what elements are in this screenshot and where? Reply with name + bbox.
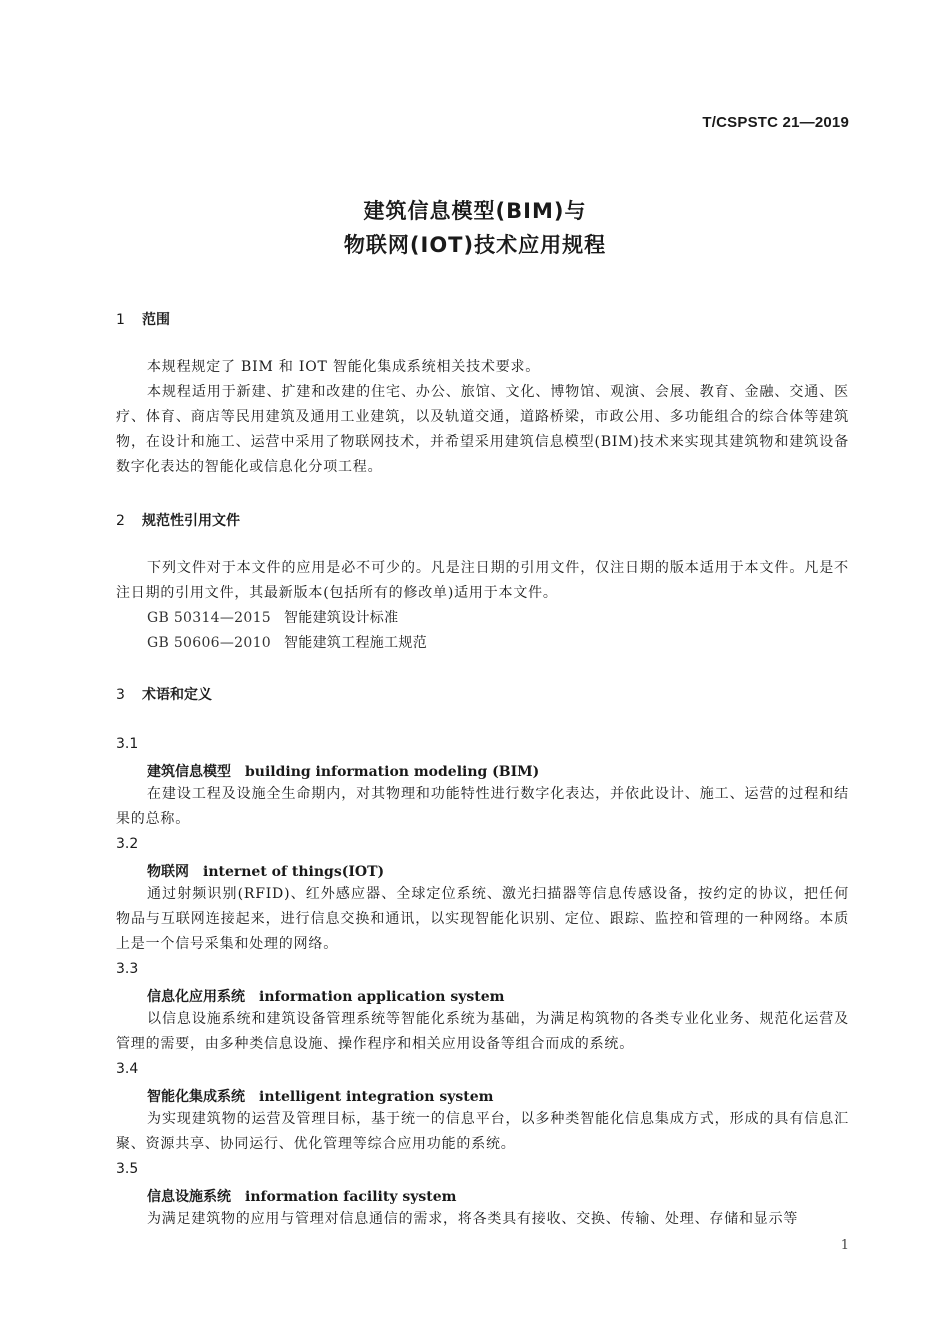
section-number: 2 xyxy=(116,513,125,529)
term-number: 3.3 xyxy=(116,961,139,977)
term-definition: 通过射频识别(RFID)、红外感应器、全球定位系统、激光扫描器等信息传感设备，按约定的协议，把任何物品与互联网连接起来，进行信息交换和通讯，以实现智能化识别、定位、跟踪、监控和管理的一种网络。本质上是一个信号采集和处理的网络。 xyxy=(116,886,849,952)
term-number: 3.1 xyxy=(116,736,139,752)
title-line-2: 物联网(IOT)技术应用规程 xyxy=(343,233,607,257)
section-2-heading xyxy=(116,510,240,530)
paragraph: 本规程规定了 BIM 和 IOT 智能化集成系统相关技术要求。 xyxy=(147,359,541,375)
term-heading xyxy=(147,1186,456,1206)
section-number: 3 xyxy=(116,687,125,703)
section-title: 术语和定义 xyxy=(142,687,212,703)
term-heading xyxy=(147,861,384,881)
term-en: information facility system xyxy=(245,1189,457,1205)
section-number: 1 xyxy=(116,312,125,328)
section-title: 范围 xyxy=(142,312,170,328)
term-zh: 智能化集成系统 xyxy=(147,1089,245,1105)
term-heading xyxy=(147,986,504,1006)
reference-item xyxy=(147,606,398,631)
term-number: 3.5 xyxy=(116,1161,139,1177)
page-number: 1 xyxy=(840,1238,849,1253)
paragraph: 下列文件对于本文件的应用是必不可少的。凡是注日期的引用文件，仅注日期的版本适用于本文件。凡是不注日期的引用文件，其最新版本(包括所有的修改单)适用于本文件。 xyxy=(116,560,849,601)
term-en: information application system xyxy=(259,989,505,1005)
term-zh: 信息设施系统 xyxy=(147,1189,231,1205)
term-definition: 为满足建筑物的应用与管理对信息通信的需求，将各类具有接收、交换、传输、处理、存储和显示等 xyxy=(147,1211,799,1227)
term-definition: 在建设工程及设施全生命期内，对其物理和功能特性进行数字化表达，并依此设计、施工、运营的过程和结果的总称。 xyxy=(116,786,849,827)
paragraph: 本规程适用于新建、扩建和改建的住宅、办公、旅馆、文化、博物馆、观演、会展、教育、金融、交通、医疗、体育、商店等民用建筑及通用工业建筑，以及轨道交通，道路桥梁，市政公用、多功能组合的综合体等建筑物，在设计和施工、运营中采用了物联网技术，并希望采用建筑信息模型(BIM)技术来实现其建筑物和建筑设备数字化表达的智能化或信息化分项工程。 xyxy=(116,384,849,475)
section-1-heading xyxy=(116,309,170,329)
term-zh: 信息化应用系统 xyxy=(147,989,245,1005)
term-zh: 物联网 xyxy=(147,864,189,880)
term-definition: 为实现建筑物的运营及管理目标，基于统一的信息平台，以多种类智能化信息集成方式，形成的具有信息汇聚、资源共享、协同运行、优化管理等综合应用功能的系统。 xyxy=(116,1111,849,1152)
term-en: building information modeling (BIM) xyxy=(245,764,540,780)
title-line-1: 建筑信息模型(BIM)与 xyxy=(363,199,587,223)
term-heading xyxy=(147,1086,493,1106)
section-title: 规范性引用文件 xyxy=(142,513,240,529)
term-definition: 以信息设施系统和建筑设备管理系统等智能化系统为基础，为满足构筑物的各类专业化业务、规范化运营及管理的需要，由多种类信息设施、操作程序和相关应用设备等组合而成的系统。 xyxy=(116,1011,849,1052)
reference-name: 智能建筑设计标准 xyxy=(284,610,399,626)
reference-code: GB 50314—2015 xyxy=(147,610,271,626)
reference-name: 智能建筑工程施工规范 xyxy=(284,635,427,651)
term-en: internet of things(IOT) xyxy=(203,864,385,880)
standard-code: T/CSPSTC 21—2019 xyxy=(702,114,849,131)
document-title xyxy=(0,194,950,262)
term-zh: 建筑信息模型 xyxy=(147,764,231,780)
term-number: 3.2 xyxy=(116,836,139,852)
term-number: 3.4 xyxy=(116,1061,139,1077)
term-en: intelligent integration system xyxy=(259,1089,494,1105)
term-heading xyxy=(147,761,539,781)
reference-code: GB 50606—2010 xyxy=(147,635,271,651)
reference-item xyxy=(147,631,427,656)
section-3-heading xyxy=(116,684,212,704)
